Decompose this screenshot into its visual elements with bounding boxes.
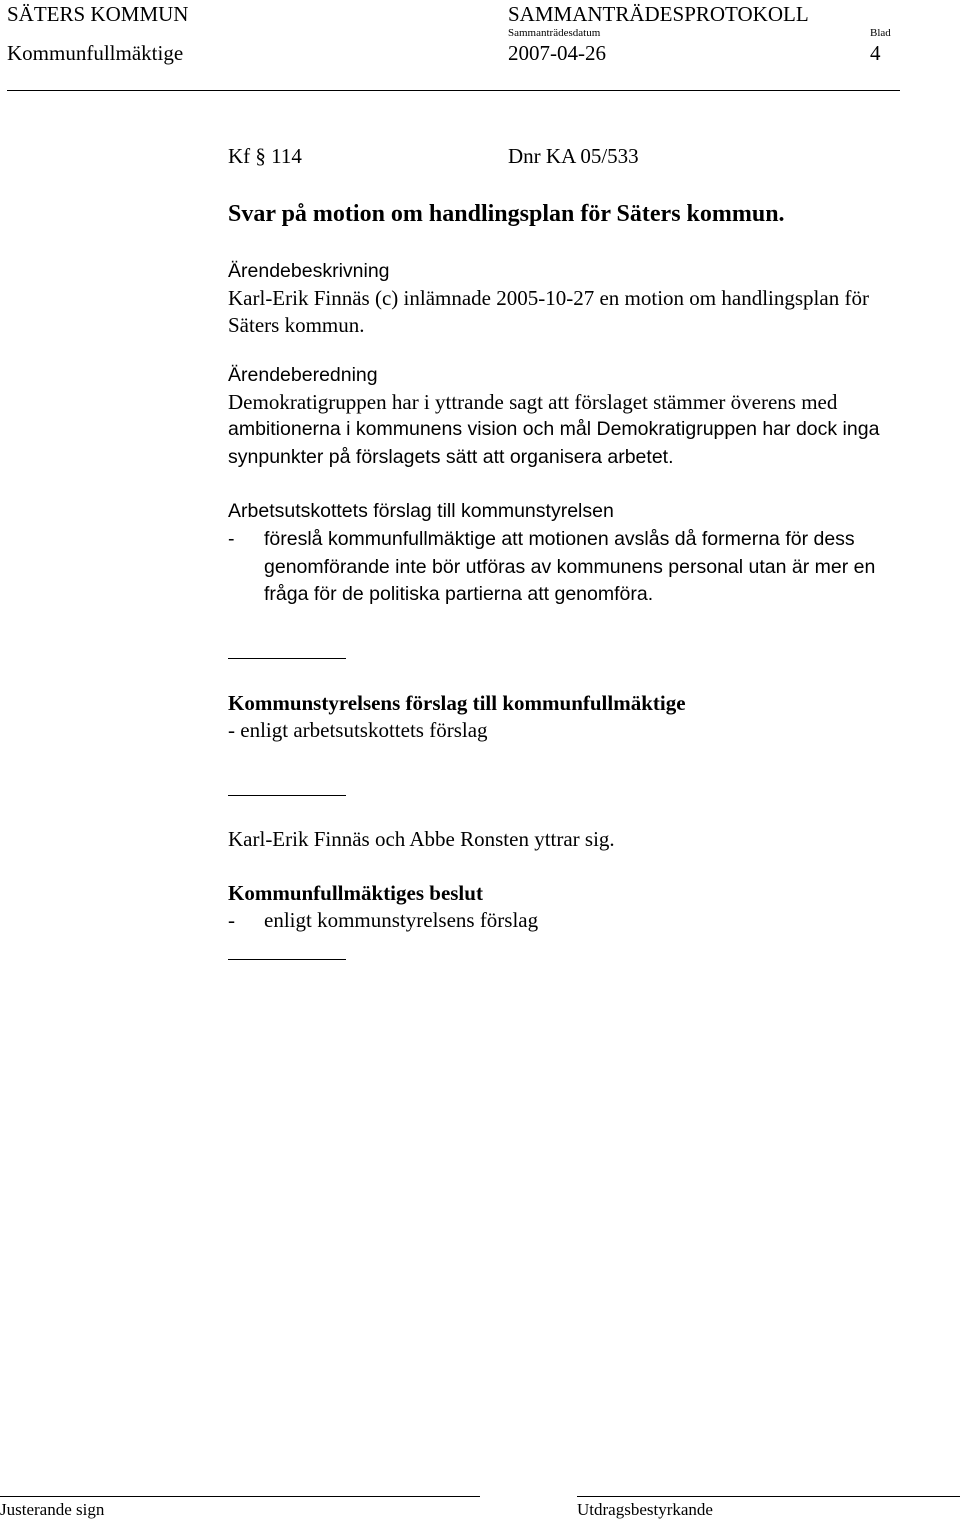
paragraph-number: Kf § 114 xyxy=(228,144,302,168)
preparation-heading: Ärendeberedning xyxy=(228,364,378,386)
municipality-name: SÄTERS KOMMUN xyxy=(7,2,189,26)
decision-bullet: - xyxy=(228,908,235,932)
footer-signature-label: Justerande sign xyxy=(0,1500,105,1519)
page-label: Blad xyxy=(870,27,891,39)
preparation-line: Demokratigruppen har i yttrande sagt att förslaget stämmer överens med xyxy=(228,390,838,414)
committee-proposal-line: genomförande inte bör utföras av kommunens personal utan är mer en xyxy=(264,556,876,578)
preparation-line: synpunkter på förslagets sätt att organisera arbetet. xyxy=(228,446,674,468)
page-title: Svar på motion om handlingsplan för Säters kommun. xyxy=(228,201,785,227)
body-name: Kommunfullmäktige xyxy=(7,41,184,65)
committee-proposal-line: föreslå kommunfullmäktige att motionen avslås då formerna för dess xyxy=(264,528,855,550)
board-proposal-heading: Kommunstyrelsens förslag till kommunfullmäktige xyxy=(228,691,686,715)
header-divider xyxy=(7,90,900,91)
page-number: 4 xyxy=(870,41,881,65)
footer-divider-left xyxy=(0,1496,480,1497)
committee-proposal-line: fråga för de politiska partierna att genomföra. xyxy=(264,583,654,605)
dnr: Dnr KA 05/533 xyxy=(508,144,639,168)
committee-proposal-bullet: - xyxy=(228,528,235,550)
protocol-title: SAMMANTRÄDESPROTOKOLL xyxy=(508,2,809,26)
speakers-text: Karl-Erik Finnäs och Abbe Ronsten yttrar sig. xyxy=(228,827,615,851)
decision-heading: Kommunfullmäktiges beslut xyxy=(228,881,483,905)
description-line: Säters kommun. xyxy=(228,313,365,337)
date-label: Sammanträdesdatum xyxy=(508,27,601,39)
board-proposal-text: - enligt arbetsutskottets förslag xyxy=(228,718,488,742)
description-heading: Ärendebeskrivning xyxy=(228,260,390,282)
description-line: Karl-Erik Finnäs (c) inlämnade 2005-10-27 en motion om handlingsplan för xyxy=(228,286,869,310)
section-divider xyxy=(228,795,346,796)
preparation-line: ambitionerna i kommunens vision och mål Demokratigruppen har dock inga xyxy=(228,418,880,440)
decision-text: enligt kommunstyrelsens förslag xyxy=(264,908,539,932)
meeting-date: 2007-04-26 xyxy=(508,41,606,65)
section-divider xyxy=(228,959,346,960)
footer-extract-label: Utdragsbestyrkande xyxy=(577,1500,713,1519)
committee-proposal-heading: Arbetsutskottets förslag till kommunstyrelsen xyxy=(228,500,614,522)
footer-divider-right xyxy=(577,1496,960,1497)
section-divider xyxy=(228,658,346,659)
